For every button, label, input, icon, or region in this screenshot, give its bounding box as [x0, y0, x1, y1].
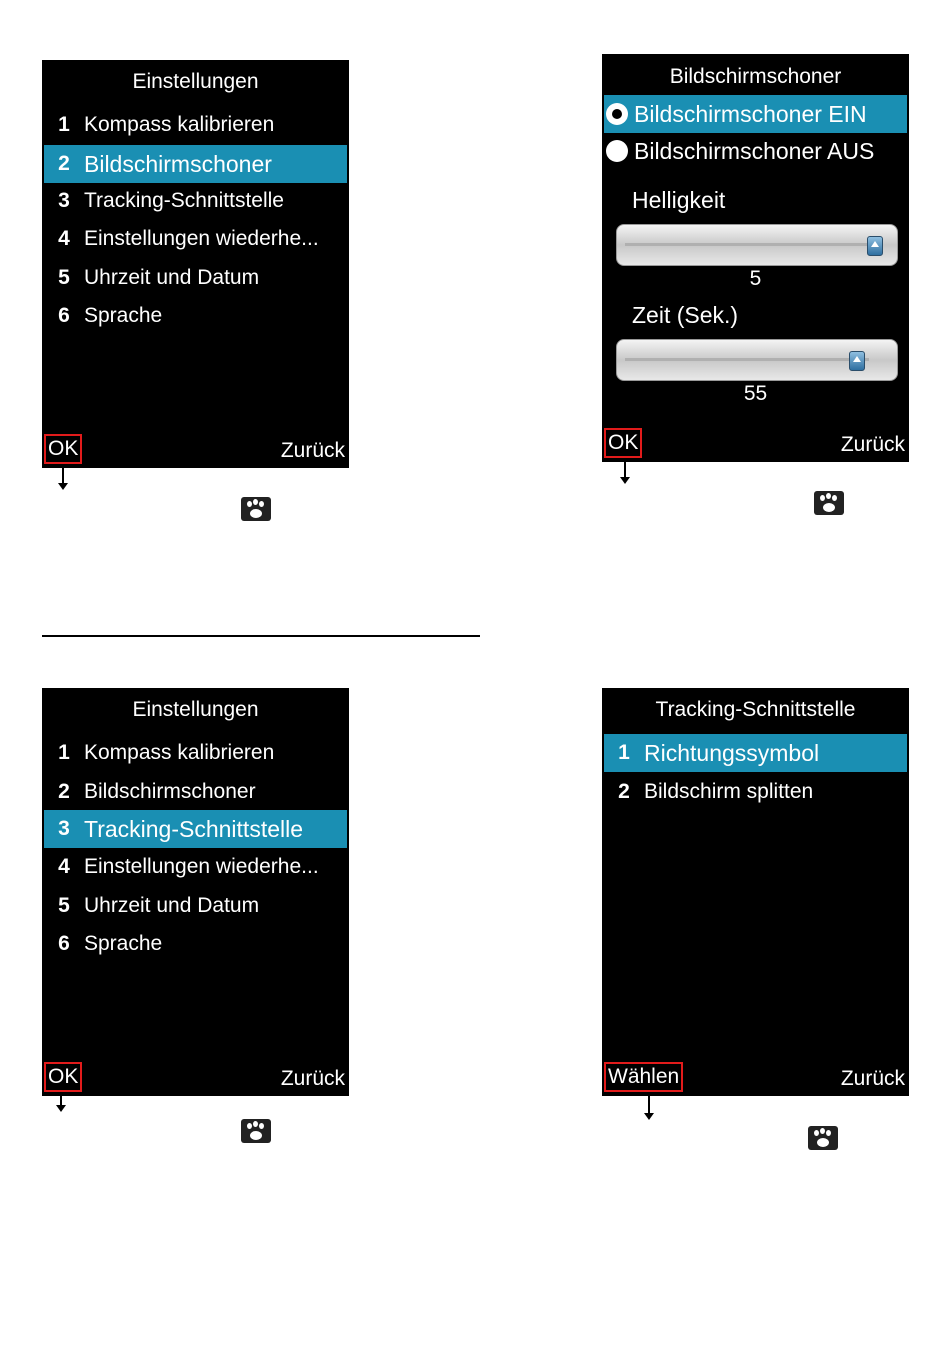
item-label: Einstellungen wiederhe...: [84, 227, 319, 250]
back-softkey[interactable]: Zurück: [840, 433, 905, 456]
paw-icon[interactable]: [241, 497, 271, 521]
item-label: Kompass kalibrieren: [84, 741, 275, 764]
back-softkey[interactable]: Zurück: [280, 1067, 345, 1090]
brightness-label: Helligkeit: [632, 187, 726, 213]
back-softkey[interactable]: Zurück: [280, 439, 345, 462]
item-number: 1: [58, 113, 70, 136]
ok-softkey[interactable]: OK: [44, 1062, 82, 1092]
back-softkey[interactable]: Zurück: [840, 1067, 905, 1090]
select-softkey[interactable]: Wählen: [604, 1062, 683, 1092]
menu-item-screensaver[interactable]: [44, 773, 347, 811]
tracking-screen: [602, 688, 909, 1096]
menu-item-compass[interactable]: [44, 106, 347, 144]
menu-item-datetime[interactable]: [44, 259, 347, 297]
item-label: Richtungssymbol: [644, 739, 820, 766]
slider-track: [625, 358, 869, 361]
menu-item-screensaver[interactable]: [44, 145, 347, 183]
item-label: Uhrzeit und Datum: [84, 266, 260, 289]
settings-screen-2: [42, 688, 349, 1096]
item-number: 3: [58, 817, 70, 840]
item-label: Bildschirmschoner: [84, 150, 272, 177]
menu-item-compass[interactable]: [44, 734, 347, 772]
item-label: Bildschirmschoner: [84, 780, 256, 803]
paw-icon[interactable]: [241, 1119, 271, 1143]
arrow-down-icon: [60, 1096, 62, 1106]
slider-track: [625, 243, 869, 246]
screen-title: Einstellungen: [132, 698, 259, 721]
item-label: Einstellungen wiederhe...: [84, 855, 319, 878]
item-number: 5: [58, 894, 70, 917]
item-label: Bildschirm splitten: [644, 780, 814, 803]
screensaver-on-option[interactable]: [604, 95, 907, 133]
item-label: Tracking-Schnittstelle: [84, 189, 284, 212]
screen-title: Einstellungen: [132, 70, 259, 93]
menu-item-restore[interactable]: [44, 848, 347, 886]
item-number: 5: [58, 266, 70, 289]
menu-item-language[interactable]: [44, 925, 347, 963]
screen-title: Tracking-Schnittstelle: [655, 698, 856, 721]
time-slider[interactable]: [616, 339, 898, 381]
slider-thumb[interactable]: [849, 351, 865, 371]
menu-item-tracking[interactable]: [44, 810, 347, 848]
paw-icon[interactable]: [808, 1126, 838, 1150]
arrow-down-icon: [624, 462, 626, 478]
item-label: Kompass kalibrieren: [84, 113, 275, 136]
option-label: Bildschirmschoner EIN: [634, 100, 867, 127]
menu-item-datetime[interactable]: [44, 887, 347, 925]
time-label: Zeit (Sek.): [632, 302, 739, 328]
item-number: 6: [58, 932, 70, 955]
item-number: 2: [618, 780, 630, 803]
brightness-value: 5: [749, 267, 762, 290]
paw-icon[interactable]: [814, 491, 844, 515]
item-number: 4: [58, 855, 70, 878]
menu-item-tracking[interactable]: [44, 182, 347, 220]
settings-screen-1: [42, 60, 349, 468]
item-number: 2: [58, 152, 70, 175]
menu-item-language[interactable]: [44, 297, 347, 335]
radio-unselected-icon: [606, 140, 628, 162]
screensaver-off-option[interactable]: [604, 132, 907, 170]
screen-title: Bildschirmschoner: [669, 65, 842, 88]
item-number: 2: [58, 780, 70, 803]
time-value: 55: [743, 382, 768, 405]
option-label: Bildschirmschoner AUS: [634, 137, 875, 164]
brightness-slider[interactable]: [616, 224, 898, 266]
arrow-down-icon: [62, 468, 64, 484]
item-number: 1: [618, 741, 630, 764]
item-label: Sprache: [84, 304, 163, 327]
item-number: 3: [58, 189, 70, 212]
item-label: Tracking-Schnittstelle: [84, 815, 304, 842]
ok-softkey[interactable]: OK: [604, 428, 642, 458]
item-label: Uhrzeit und Datum: [84, 894, 260, 917]
section-divider: [42, 635, 480, 637]
item-label: Sprache: [84, 932, 163, 955]
arrow-down-icon: [648, 1096, 650, 1114]
screensaver-screen: [602, 54, 909, 462]
ok-softkey[interactable]: OK: [44, 434, 82, 464]
radio-selected-icon: [606, 103, 628, 125]
menu-item-split-screen[interactable]: [604, 773, 907, 811]
menu-item-direction-symbol[interactable]: [604, 734, 907, 772]
item-number: 4: [58, 227, 70, 250]
item-number: 6: [58, 304, 70, 327]
slider-thumb[interactable]: [867, 236, 883, 256]
item-number: 1: [58, 741, 70, 764]
menu-item-restore[interactable]: [44, 220, 347, 258]
